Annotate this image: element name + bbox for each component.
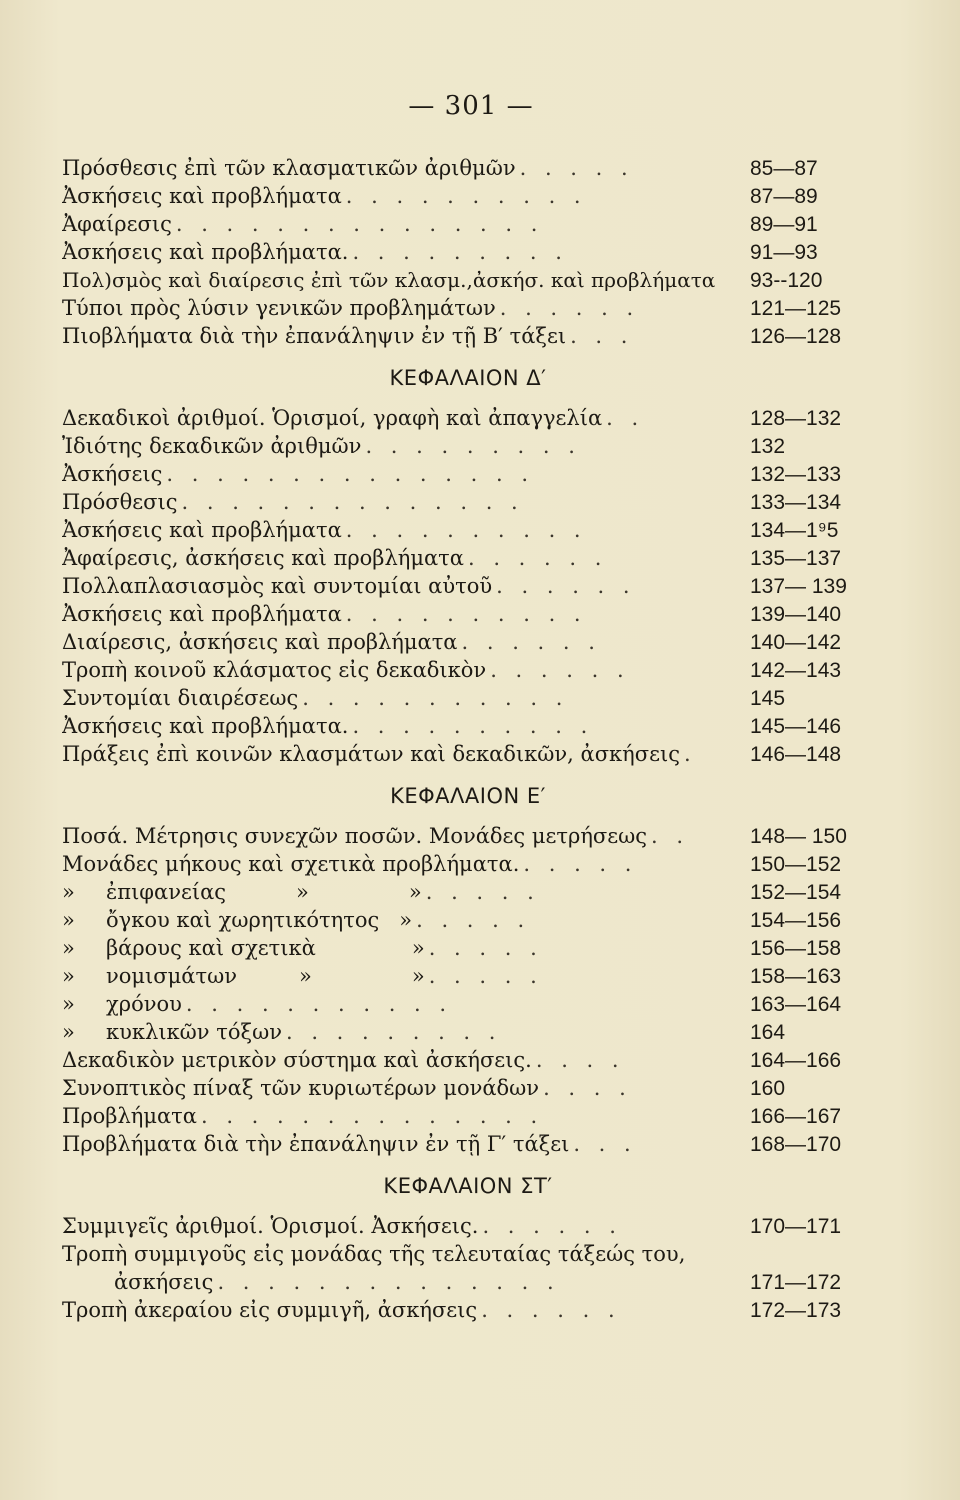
entry-title: βάρους καὶ σχετικὰ: [106, 936, 316, 960]
ditto-mark: »: [62, 936, 75, 960]
toc-entry: [62, 934, 874, 962]
entry-pages: 160: [750, 1077, 786, 1100]
toc-entry: [62, 1046, 874, 1074]
entry-pages: 166—167: [750, 1105, 842, 1128]
ditto-mark: »: [408, 880, 422, 904]
dot-leader: . . . .: [543, 1076, 632, 1100]
entry-title: Ἀσκήσεις καὶ προβλήματα.: [62, 714, 349, 738]
dot-leader: . . . . . .: [499, 296, 640, 320]
toc-section-chapter-st: [62, 1164, 874, 1324]
toc-entry: [62, 1018, 874, 1046]
ditto-mark: »: [298, 964, 312, 988]
dot-leader: . . . . .: [428, 964, 543, 988]
entry-pages: 132—133: [750, 463, 842, 486]
toc-entry: [62, 1074, 874, 1102]
ditto-mark: »: [62, 964, 75, 988]
entry-title: Προβλήματα διὰ τὴν ἐπανάληψιν ἐν τῇ Γ′ τάξει: [62, 1132, 570, 1156]
dot-leader: . . . . . . . . . . . . . .: [181, 490, 524, 514]
entry-title: Μονάδες μήκους καὶ σχετικὰ προβλήματα.: [62, 852, 520, 876]
toc-entry: [62, 1102, 874, 1130]
ditto-mark: »: [62, 908, 75, 932]
dot-leader: . . . . . . . . . . . . . . .: [166, 462, 535, 486]
dot-leader: . . . . . . . . . .: [345, 518, 587, 542]
entry-pages: 121—125: [750, 297, 842, 320]
toc-entry: [62, 656, 874, 684]
ditto-mark: »: [411, 936, 425, 960]
toc-entry: [62, 488, 874, 516]
dot-leader: . . . . . .: [482, 1214, 622, 1238]
entry-title: νομισμάτων: [106, 964, 237, 988]
dot-leader: . . . . . . . . . . . . . .: [200, 1104, 544, 1128]
toc-entry: [62, 1240, 874, 1268]
entry-pages: 87—89: [750, 185, 818, 208]
dot-leader: . . . . . . . . . . .: [302, 686, 569, 710]
entry-pages: 134—1⁹5: [750, 519, 839, 542]
entry-title: Ἀφαίρεσις: [62, 212, 172, 236]
toc-entry: [62, 182, 874, 210]
toc-entry: [62, 712, 874, 740]
ditto-mark: »: [62, 880, 75, 904]
dot-leader: . . . . . . . . .: [365, 434, 581, 458]
toc-entry: [62, 600, 874, 628]
entry-title: Ἀφαίρεσις, ἀσκήσεις καὶ προβλήματα: [62, 546, 464, 570]
dot-leader: . . . . . .: [467, 546, 608, 570]
toc-entry: [62, 878, 874, 906]
entry-pages: 164: [750, 1021, 786, 1044]
toc-entry: [62, 850, 874, 878]
entry-pages: 145—146: [750, 715, 842, 738]
ditto-mark: »: [296, 880, 309, 904]
entry-pages: 156—158: [750, 937, 842, 960]
entry-pages: 126—128: [750, 325, 842, 348]
entry-title: ὄγκου καὶ χωρητικότητος: [106, 908, 380, 932]
toc-entry: [62, 516, 874, 544]
toc-entry: [62, 210, 874, 238]
chapter-heading: ΚΕΦΑΛΑΙΟΝ Δ′: [389, 366, 547, 390]
ditto-mark: »: [62, 992, 75, 1016]
entry-title: κυκλικῶν τόξων: [106, 1020, 282, 1044]
toc-entry: [62, 684, 874, 712]
dot-leader: .: [683, 742, 697, 766]
entry-title: Τροπὴ ἀκεραίου εἰς συμμιγῆ, ἀσκήσεις: [62, 1298, 478, 1322]
entry-title: Διαίρεσις, ἀσκήσεις καὶ προβλήματα: [62, 630, 458, 654]
entry-pages: 145: [750, 687, 786, 710]
toc-entry: [62, 628, 874, 656]
ditto-mark: »: [62, 1020, 75, 1044]
dot-leader: . . . . . .: [496, 574, 636, 598]
entry-title: Πράξεις ἐπὶ κοινῶν κλασμάτων καὶ δεκαδικῶν, ἀσκήσεις: [62, 742, 680, 766]
entry-title: Ἀσκήσεις καὶ προβλήματα.: [62, 240, 349, 264]
toc-entry: [62, 1212, 874, 1240]
entry-title: Ἀσκήσεις καὶ προβλήματα: [62, 184, 342, 208]
entry-pages: 170—171: [750, 1215, 842, 1238]
entry-title: Συμμιγεῖς ἀριθμοί. Ὁρισμοί. Ἀσκήσεις.: [62, 1214, 479, 1238]
dot-leader: . . . . . .: [461, 630, 601, 654]
dot-leader: . . . . . .: [481, 1298, 621, 1322]
toc-entry: [62, 1296, 874, 1324]
toc-section-continued: [62, 154, 874, 350]
entry-pages: 133—134: [750, 491, 842, 514]
entry-pages: 168—170: [750, 1133, 842, 1156]
entry-title: Πολλαπλασιασμὸς καὶ συντομίαι αὐτοῦ: [62, 574, 493, 598]
toc-entry: [62, 906, 874, 934]
entry-pages: 171—172: [750, 1271, 842, 1294]
entry-title: Ἀσκήσεις καὶ προβλήματα: [62, 602, 342, 626]
dot-leader: . . . .: [535, 1048, 625, 1072]
dot-leader: . . . . . . . . .: [285, 1020, 502, 1044]
dot-leader: . . . . . . . . . . . . . . .: [175, 212, 544, 236]
dot-leader: . . . . .: [416, 908, 531, 932]
entry-pages: 140—142: [750, 631, 842, 654]
dot-leader: . . . . .: [523, 852, 638, 876]
entry-pages: 154—156: [750, 909, 842, 932]
dot-leader: . . .: [573, 1132, 637, 1156]
dot-leader: . . . . .: [519, 156, 634, 180]
chapter-heading: ΚΕΦΑΛΑΙΟΝ ΣΤ′: [383, 1174, 553, 1198]
toc-entry: [62, 266, 874, 294]
entry-pages: 142—143: [750, 659, 842, 682]
entry-pages: 89—91: [750, 213, 818, 236]
entry-title: Δεκαδικὸν μετρικὸν σύστημα καὶ ἀσκήσεις.: [62, 1048, 532, 1072]
toc-entry: [62, 1130, 874, 1158]
toc-entry: [62, 460, 874, 488]
entry-title: ἐπιφανείας: [106, 880, 227, 904]
dot-leader: . . . . . .: [490, 658, 630, 682]
entry-pages: 139—140: [750, 603, 842, 626]
entry-pages: 85—87: [750, 157, 818, 180]
toc-entry: [62, 432, 874, 460]
entry-title: Συντομίαι διαιρέσεως: [62, 686, 299, 710]
ditto-mark: »: [411, 964, 425, 988]
entry-pages: 146—148: [750, 743, 842, 766]
entry-title: Πιοβλήματα διὰ τὴν ἐπανάληψιν ἐν τῇ Β′ τάξει: [62, 324, 567, 348]
dot-leader: . .: [651, 824, 690, 848]
toc-entry: [62, 404, 874, 432]
entry-pages: 128—132: [750, 407, 842, 430]
entry-title: Δεκαδικοὶ ἀριθμοί. Ὁρισμοί, γραφὴ καὶ ἀπαγγελία: [62, 406, 603, 430]
toc-section-chapter-e: [62, 774, 874, 1158]
toc-entry: [62, 1268, 874, 1296]
entry-title: Πρόσθεσις: [62, 490, 178, 514]
entry-title: Πρόσθεσις ἐπὶ τῶν κλασματικῶν ἀριθμῶν: [62, 156, 516, 180]
toc-entry: [62, 572, 874, 600]
entry-pages: 172—173: [750, 1299, 842, 1322]
dot-leader: . . . . .: [425, 880, 540, 904]
dot-leader: . . .: [570, 324, 634, 348]
toc-entry: [62, 544, 874, 572]
dot-leader: . . . . . . . . . . . . . .: [217, 1270, 560, 1294]
toc-entry: [62, 962, 874, 990]
toc-entry: [62, 822, 874, 850]
entry-pages: 132: [750, 435, 786, 458]
entry-pages: 135—137: [750, 547, 842, 570]
entry-title: Τροπὴ κοινοῦ κλάσματος εἰς δεκαδικὸν: [62, 658, 487, 682]
toc-entry: [62, 154, 874, 182]
toc-entry: [62, 322, 874, 350]
entry-title: Πολ)σμὸς καὶ διαίρεσις ἐπὶ τῶν κλασμ.,ἀσκήσ. καὶ προβλήματα: [62, 268, 716, 292]
entry-title: Τύποι πρὸς λύσιν γενικῶν προβλημάτων: [62, 296, 496, 320]
entry-pages: 91—93: [750, 241, 818, 264]
entry-title: Συνοπτικὸς πίναξ τῶν κυριωτέρων μονάδων: [62, 1076, 540, 1100]
page-number: — 301 —: [408, 91, 534, 121]
entry-title: Ἀσκήσεις καὶ προβλήματα: [62, 518, 342, 542]
entry-title: Προβλήματα: [62, 1104, 197, 1128]
entry-title: χρόνου: [106, 992, 182, 1016]
entry-pages: 93--120: [750, 269, 823, 292]
dot-leader: . . . . .: [428, 936, 543, 960]
entry-pages: 152—154: [750, 881, 842, 904]
toc-entry: [62, 990, 874, 1018]
entry-pages: 164—166: [750, 1049, 842, 1072]
entry-pages: 148— 150: [750, 825, 847, 848]
toc-section-chapter-d: [62, 356, 874, 768]
entry-pages: 163—164: [750, 993, 842, 1016]
toc-entry: [62, 238, 874, 266]
entry-pages: 137— 139: [750, 575, 847, 598]
ditto-mark: »: [399, 908, 413, 932]
entry-title: Τροπὴ συμμιγοῦς εἰς μονάδας τῆς τελευταίας τάξεώς του,: [62, 1242, 686, 1266]
dot-leader: . . . . . . . . . .: [345, 602, 587, 626]
entry-title: ἀσκήσεις: [114, 1270, 214, 1294]
entry-title: Ἰδιότης δεκαδικῶν ἀριθμῶν: [62, 434, 362, 458]
toc-entry: [62, 740, 874, 768]
dot-leader: . .: [606, 406, 645, 430]
entry-title: Ἀσκήσεις: [62, 462, 163, 486]
dot-leader: . . . . . . . . . . .: [185, 992, 453, 1016]
entry-pages: 150—152: [750, 853, 842, 876]
entry-pages: 158—163: [750, 965, 842, 988]
entry-title: Ποσά. Μέτρησις συνεχῶν ποσῶν. Μονάδες μετρήσεως: [62, 824, 648, 848]
dot-leader: . . . . . . . . . .: [352, 714, 594, 738]
chapter-heading: ΚΕΦΑΛΑΙΟΝ Ε′: [390, 784, 546, 808]
toc-entry: [62, 294, 874, 322]
dot-leader: . . . . . . . . .: [352, 240, 568, 264]
dot-leader: . . . . . . . . . .: [345, 184, 587, 208]
